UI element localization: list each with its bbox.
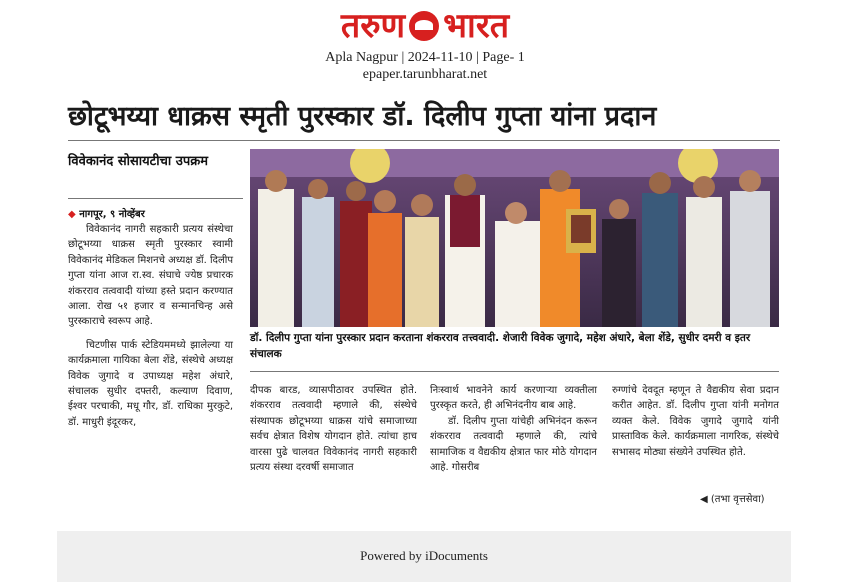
column-1-paragraph-1: विवेकानंद नागरी सहकारी प्रत्यय संस्थेचा छोटूभय्या धाक्रस स्मृती पुरस्कार स्वामी विवेकानंद मेडिकल मिशनचे अध्यक्ष डॉ. दिलीप गुप्ता यांना आज रा.स्व. संघाचे ज्येष्ठ प्रचारक शंकरराव तत्ववादी यांच्या हस्ते प्रदान करण्यात आला. रोख ५१ हजार व सन्मानचिन्ह असे पुरस्काराचे स्वरूप आहे. (68, 224, 233, 328)
masthead (0, 8, 850, 83)
article-column-1 (68, 222, 233, 430)
column-3-paragraph-2: डॉ. दिलीप गुप्ता यांचेही अभिनंदन करून शंकरराव तत्ववादी म्हणाले की, त्यांचे सामाजिक व वैद्यकीय क्षेत्रात फार मोठे योगदान आहे. गोसरीब (430, 415, 597, 474)
event-photo (250, 149, 779, 327)
epaper-url[interactable]: epaper.tarunbharat.net (362, 67, 488, 82)
caption-divider (250, 371, 779, 372)
article-column-2: दीपक बारड, व्यासपीठावर उपस्थित होते. शंकरराव तत्ववादी म्हणाले की, संस्थेचे संस्थापक छोटूभय्या धाक्रस यांचे समाजाच्या सर्वच क्षेत्रात विशेष योगदान होते. त्यांचा हाच वारसा पुढे चालवत विवेकानंद नागरी सहकारी प्रत्यय संस्था दरवर्षी समाजात (250, 385, 417, 474)
credit-text: (तभा वृत्तसेवा) (710, 494, 765, 505)
dateline (68, 206, 145, 220)
edition-line: Apla Nagpur | 2024-11-10 | Page- 1 (325, 50, 525, 65)
event-photo-illustration (250, 149, 779, 327)
newspaper-logo (341, 8, 509, 44)
photo-caption: डॉ. दिलीप गुप्ता यांना पुरस्कार प्रदान करताना शंकरराव तत्त्ववादी. शेजारी विवेक जुगादे, महेश अंधारे, बेला शेंडे, सुधीर दमरी व इतर संचालक (250, 332, 751, 360)
article-column-4: रुग्णांचे देवदूत म्हणून ते वैद्यकीय सेवा प्रदान करीत आहेत. डॉ. दिलीप गुप्ता यांनी मनोगत व्यक्त केले. विवेक जुगादे जुगादे यांनी प्रास्ताविक केले. कार्यक्रमाला नागरिक, संस्थेचे सभासद मोठ्या संख्येने उपस्थित होते. (612, 385, 779, 458)
news-credit (700, 491, 765, 505)
headline-divider (68, 140, 780, 141)
diamond-bullet-icon: ◆ (68, 209, 76, 220)
article-headline: छोटूभय्या धाक्रस स्मृती पुरस्कार डॉ. दिलीप गुप्ता यांना प्रदान (68, 101, 657, 132)
article-subhead: विवेकानंद सोसायटीचा उपक्रम (68, 154, 209, 169)
article-column-3 (430, 383, 597, 475)
dateline-text: नागपूर, ९ नोव्हेंबर (79, 209, 145, 220)
logo-text-right: भारत (443, 6, 510, 46)
credit-arrow-icon: ◀ (700, 494, 708, 505)
subhead-divider (68, 198, 243, 199)
powered-by-footer[interactable]: Powered by iDocuments (57, 531, 791, 582)
column-3-paragraph-1: निःस्वार्थ भावनेने कार्य करणाऱ्या व्यक्तीला पुरस्कृत करते, ही अभिनंदनीय बाब आहे. (430, 385, 597, 412)
logo-emblem-icon (409, 11, 439, 41)
logo-text-left: तरुण (340, 6, 406, 46)
column-1-paragraph-2: चिटणीस पार्क स्टेडियममध्ये झालेल्या या कार्यक्रमाला गायिका बेला शेंडे, संस्थेचे अध्यक्ष विवेक जुगादे व उपाध्यक्ष महेश अंधारे, संचालक सुधीर दफ्तरी, कल्याण दिवाण, ईश्वर परचाकी, मधू गौर, डॉ. राधिका मुरकुटे, डॉ. माधुरी इंदूरकर, (68, 339, 233, 428)
